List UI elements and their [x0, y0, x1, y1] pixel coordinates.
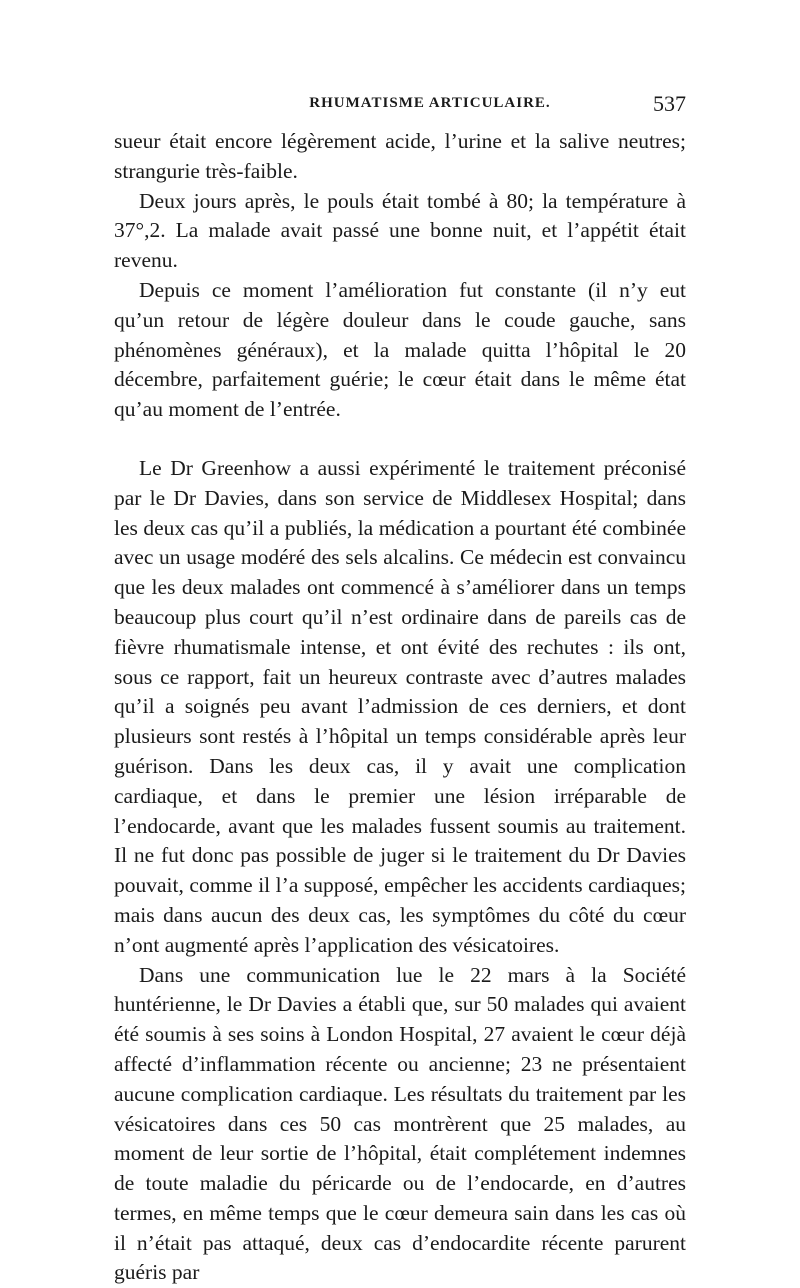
body-text: [114, 127, 686, 1288]
running-title: RHUMATISME ARTICULAIRE.: [309, 95, 551, 111]
paragraph: Depuis ce moment l’amélioration fut constante (il n’y eut qu’un retour de légère douleur dans le coude gauche, sans phénomènes généraux), et la malade quitta l’hôpital le 20 décembre, parfaitement guérie; le cœur était dans le même état qu’au moment de l’entrée.: [114, 277, 686, 422]
running-header: [114, 91, 686, 121]
section-gap: [114, 425, 686, 454]
page-number: 537: [653, 91, 686, 116]
paragraph: Le Dr Greenhow a aussi expérimenté le traitement préconisé par le Dr Davies, dans son service de Middlesex Hospital; dans les deux cas qu’il a publiés, la médication a pourtant été combinée avec un usage modéré des sels alcalins. Ce médecin est convaincu que les deux malades ont commencé à s’améliorer dans un temps beaucoup plus court qu’il n’est ordinaire dans de pareils cas de fièvre rhumatismale intense, et ont évité des rechutes : ils ont, sous ce rapport, fait un heureux contraste avec d’autres malades qu’il a soignés peu avant l’admission de ces derniers, et dont plusieurs sont restés à l’hôpital un temps considérable après leur guérison. Dans les deux cas, il y avait une complication cardiaque, et dans le premier une lésion irréparable de l’endocarde, avant que les malades fussent soumis au traitement. Il ne fut donc pas possible de juger si le traitement du Dr Davies pouvait, comme il l’a supposé, empêcher les accidents cardiaques; mais dans aucun des deux cas, les symptômes du côté du cœur n’ont augmenté après l’application des vésicatoires.: [114, 455, 686, 957]
paragraph: sueur était encore légèrement acide, l’urine et la salive neutres; strangurie très-faible.: [114, 129, 686, 183]
book-page: [114, 91, 686, 1288]
paragraph: Deux jours après, le pouls était tombé à 80; la température à 37°,2. La malade avait passé une bonne nuit, et l’appétit était revenu.: [114, 188, 686, 273]
paragraph: Dans une communication lue le 22 mars à la Société huntérienne, le Dr Davies a établi que, sur 50 malades qui avaient été soumis à ses soins à London Hospital, 27 avaient le cœur déjà affecté d’inflammation récente ou ancienne; 23 ne présentaient aucune complication cardiaque. Les résultats du traitement par les vésicatoires dans ces 50 cas montrèrent que 25 malades, au moment de leur sortie de l’hôpital, était complétement indemnes de toute maladie du péricarde ou de l’endocarde, en d’autres termes, en même temps que le cœur demeura sain dans les cas où il n’était pas attaqué, deux cas d’endocardite récente parurent guéris par: [114, 962, 686, 1285]
